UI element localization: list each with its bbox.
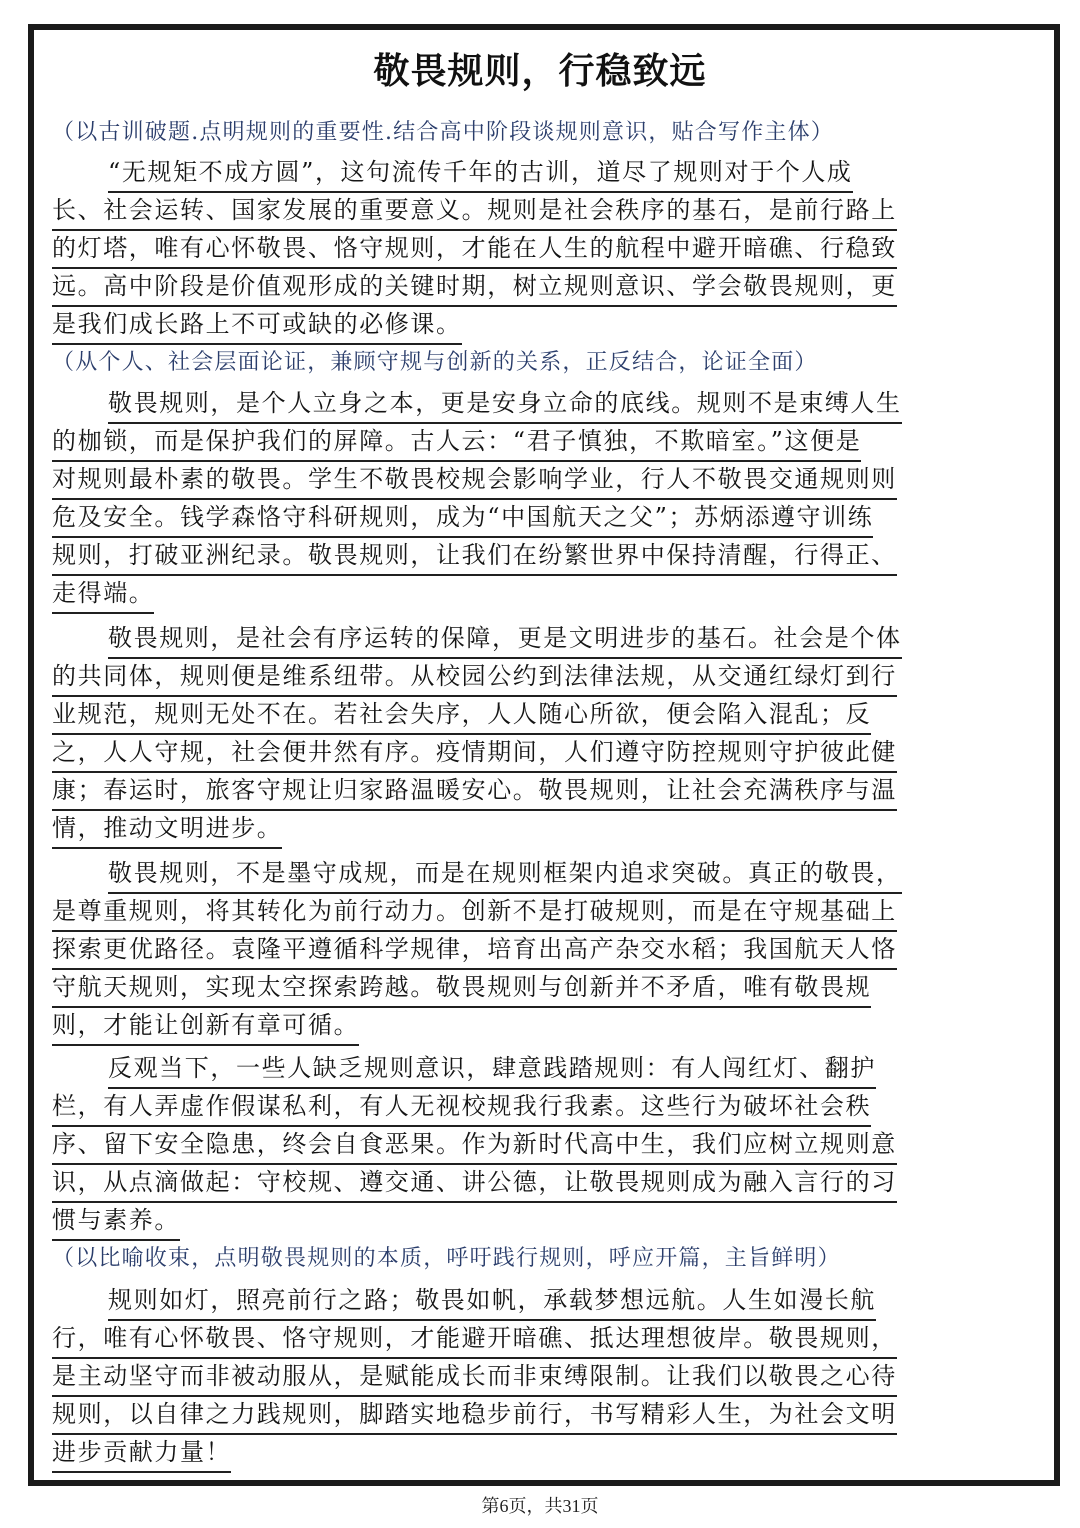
page-number: 第6页，共31页 (481, 1496, 599, 1516)
essay-line-text: 的灯塔，唯有心怀敬畏、恪守规则，才能在人生的航程中避开暗礁、行稳致 (52, 230, 897, 269)
essay-line (108, 620, 902, 659)
essay-line (52, 658, 897, 697)
essay-line-text: 的共同体，规则便是维系纽带。从校园公约到法律法规，从交通红绿灯到行 (52, 658, 897, 697)
essay-line-text: 规则如灯，照亮前行之路；敬畏如帆，承载梦想远航。人生如漫长航 (108, 1282, 876, 1321)
essay-line (52, 306, 462, 345)
essay-line-text: 的枷锁，而是保护我们的屏障。古人云：“君子慎独，不欺暗室。”这便是 (52, 423, 861, 462)
essay-line (52, 1396, 897, 1435)
essay-line-text: 敬畏规则，不是墨守成规，而是在规则框架内追求突破。真正的敬畏， (108, 855, 902, 894)
essay-line-text: 反观当下，一些人缺乏规则意识，肆意践踏规则：有人闯红灯、翻护 (108, 1050, 876, 1089)
essay-line (108, 385, 902, 424)
essay-line-text: 远。高中阶段是价值观形成的关键时期，树立规则意识、学会敬畏规则，更 (52, 268, 897, 307)
essay-line-text: 规则，打破亚洲纪录。敬畏规则，让我们在纷繁世界中保持清醒，行得正、 (52, 537, 897, 576)
essay-line-text: 守航天规则，实现太空探索跨越。敬畏规则与创新并不矛盾，唯有敬畏规 (52, 969, 871, 1008)
essay-line-text: 敬畏规则，是社会有序运转的保障，更是文明进步的基石。社会是个体 (108, 620, 902, 659)
essay-line-text: 是尊重规则，将其转化为前行动力。创新不是打破规则，而是在守规基础上 (52, 893, 897, 932)
essay-line-text: 探索更优路径。袁隆平遵循科学规律，培育出高产杂交水稻；我国航天人恪 (52, 931, 897, 970)
essay-line-text: “无规矩不成方圆”，这句流传千年的古训，道尽了规则对于个人成 (108, 154, 853, 193)
essay-line (108, 1050, 876, 1089)
annotation-note: （以古训破题.点明规则的重要性.结合高中阶段谈规则意识，贴合写作主体） (52, 120, 834, 145)
annotation-note: （以比喻收束，点明敬畏规则的本质，呼吁践行规则，呼应开篇，主旨鲜明） (52, 1246, 841, 1271)
essay-line (52, 1007, 359, 1046)
essay-line-text: 长、社会运转、国家发展的重要意义。规则是社会秩序的基石，是前行路上 (52, 192, 897, 231)
essay-line (52, 810, 282, 849)
essay-line-text: 则，才能让创新有章可循。 (52, 1007, 359, 1046)
essay-line-text: 康；春运时，旅客守规让归家路温暖安心。敬畏规则，让社会充满秩序与温 (52, 772, 897, 811)
essay-line (52, 931, 897, 970)
essay-title: 敬畏规则，行稳致远 (373, 51, 707, 92)
essay-line (52, 969, 871, 1008)
essay-line (52, 1358, 897, 1397)
essay-line-text: 规则，以自律之力践规则，脚踏实地稳步前行，书写精彩人生，为社会文明 (52, 1396, 897, 1435)
essay-line (52, 461, 897, 500)
essay-line-text: 之，人人守规，社会便井然有序。疫情期间，人们遵守防控规则守护彼此健 (52, 734, 897, 773)
essay-line (52, 1434, 231, 1473)
essay-line (52, 1126, 897, 1165)
essay-line-text: 敬畏规则，是个人立身之本，更是安身立命的底线。规则不是束缚人生 (108, 385, 902, 424)
essay-line (52, 1088, 871, 1127)
essay-line (52, 1164, 897, 1203)
essay-line (52, 499, 873, 538)
essay-line-text: 行，唯有心怀敬畏、恪守规则，才能避开暗礁、抵达理想彼岸。敬畏规则， (52, 1320, 897, 1359)
essay-line-text: 对规则最朴素的敬畏。学生不敬畏校规会影响学业，行人不敬畏交通规则则 (52, 461, 897, 500)
essay-line-text: 危及安全。钱学森恪守科研规则，成为“中国航天之父”；苏炳添遵守训练 (52, 499, 873, 538)
essay-line (52, 696, 871, 735)
essay-line-text: 是我们成长路上不可或缺的必修课。 (52, 306, 462, 345)
essay-line (52, 1202, 180, 1241)
essay-line (52, 230, 897, 269)
essay-line-text: 走得端。 (52, 575, 154, 614)
essay-line (52, 734, 897, 773)
essay-line-text: 情，推动文明进步。 (52, 810, 282, 849)
annotation-note: （从个人、社会层面论证，兼顾守规与创新的关系，正反结合，论证全面） (52, 350, 818, 375)
essay-line (52, 893, 897, 932)
essay-line (52, 772, 897, 811)
essay-line (108, 1282, 876, 1321)
essay-line (52, 1320, 897, 1359)
essay-line (52, 268, 897, 307)
essay-line-text: 业规范，规则无处不在。若社会失序，人人随心所欲，便会陷入混乱；反 (52, 696, 871, 735)
essay-line (52, 537, 897, 576)
essay-line-text: 惯与素养。 (52, 1202, 180, 1241)
essay-line-text: 进步贡献力量！ (52, 1434, 231, 1473)
essay-line-text: 识，从点滴做起：守校规、遵交通、讲公德，让敬畏规则成为融入言行的习 (52, 1164, 897, 1203)
essay-line-text: 是主动坚守而非被动服从，是赋能成长而非束缚限制。让我们以敬畏之心待 (52, 1358, 897, 1397)
essay-line (108, 154, 853, 193)
essay-line (52, 423, 861, 462)
essay-line (52, 192, 897, 231)
essay-line-text: 序、留下安全隐患，终会自食恶果。作为新时代高中生，我们应树立规则意 (52, 1126, 897, 1165)
essay-line (108, 855, 902, 894)
essay-line-text: 栏，有人弄虚作假谋私利，有人无视校规我行我素。这些行为破坏社会秩 (52, 1088, 871, 1127)
essay-line (52, 575, 154, 614)
